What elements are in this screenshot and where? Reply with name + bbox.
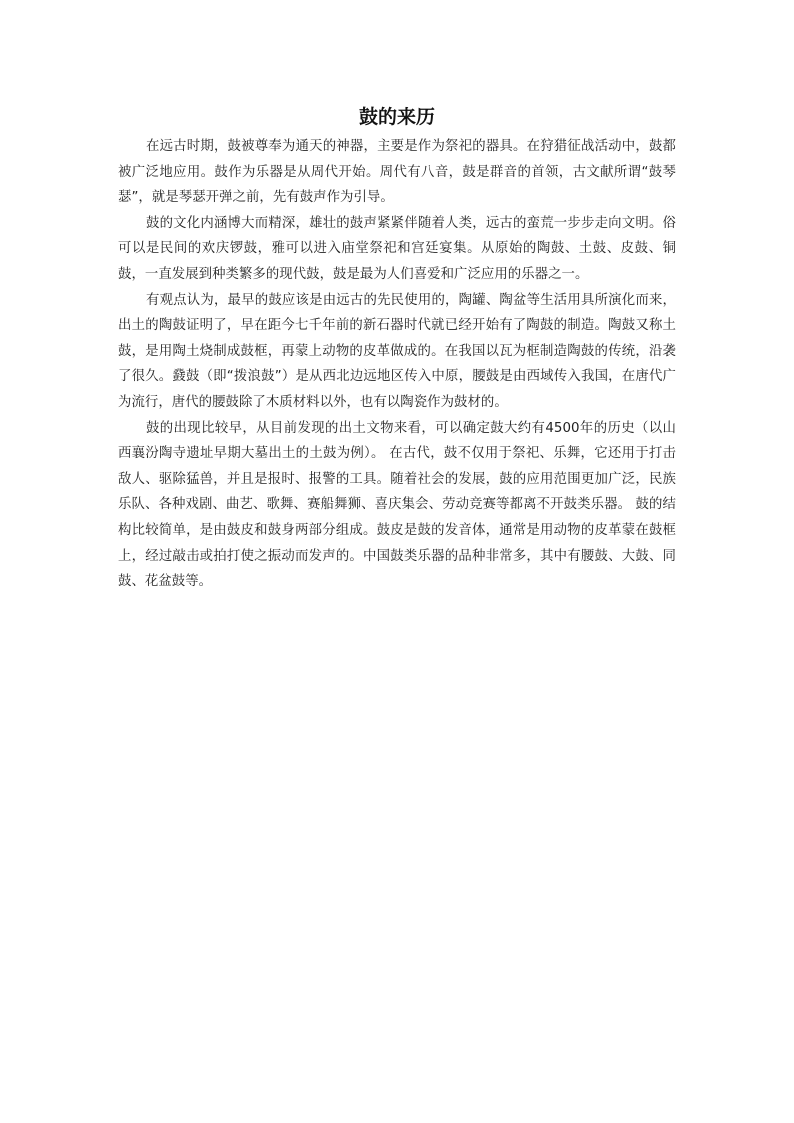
paragraph-history-structure: 鼓的出现比较早，从目前发现的出土文物来看，可以确定鼓大约有4500年的历史（以山西襄汾陶寺遗址早期大墓出土的土鼓为例）。 在古代，鼓不仅用于祭祀、乐舞，它还用于打击敌人、驱除猛兽，并且是报时、报警的工具。随着社会的发展，鼓的应用范围更加广泛，民族乐队、各种戏剧、曲艺、歌舞、赛船舞狮、喜庆集会、劳动竞赛等都离不开鼓类乐器。 鼓的结构比较简单，是由鼓皮和鼓身两部分组成。鼓皮是鼓的发音体，通常是用动物的皮革蒙在鼓框上，经过敲击或拍打使之振动而发声的。中国鼓类乐器的品种非常多，其中有腰鼓、大鼓、同鼓、花盆鼓等。 [118,420,676,590]
paragraph-culture: 鼓的文化内涵博大而精深，雄壮的鼓声紧紧伴随着人类，远古的蛮荒一步步走向文明。俗可以是民间的欢庆锣鼓，雅可以进入庙堂祭祀和宫廷宴集。从原始的陶鼓、土鼓、皮鼓、铜鼓，一直发展到种类繁多的现代鼓，鼓是最为人们喜爱和广泛应用的乐器之一。 [118,215,676,282]
document-body [118,102,676,595]
paragraph-pottery-drum: 有观点认为，最早的鼓应该是由远古的先民使用的，陶罐、陶盆等生活用具所演化而来，出土的陶鼓证明了，早在距今七千年前的新石器时代就已经开始有了陶鼓的制造。陶鼓又称土鼓，是用陶土烧制成鼓框，再蒙上动物的皮革做成的。在我国以瓦为框制造陶鼓的传统，沿袭了很久。鼗鼓（即“拨浪鼓”）是从西北边远地区传入中原，腰鼓是由西域传入我国，在唐代广为流行，唐代的腰鼓除了木质材料以外，也有以陶瓷作为鼓材的。 [118,292,676,410]
document-title: 鼓的来历 [358,106,435,128]
paragraph-origin: 在远古时期，鼓被尊奉为通天的神器，主要是作为祭祀的器具。在狩猎征战活动中，鼓都被广泛地应用。鼓作为乐器是从周代开始。周代有八音，鼓是群音的首领，古文献所谓“鼓琴瑟”，就是琴瑟开弹之前，先有鼓声作为引导。 [118,139,676,206]
